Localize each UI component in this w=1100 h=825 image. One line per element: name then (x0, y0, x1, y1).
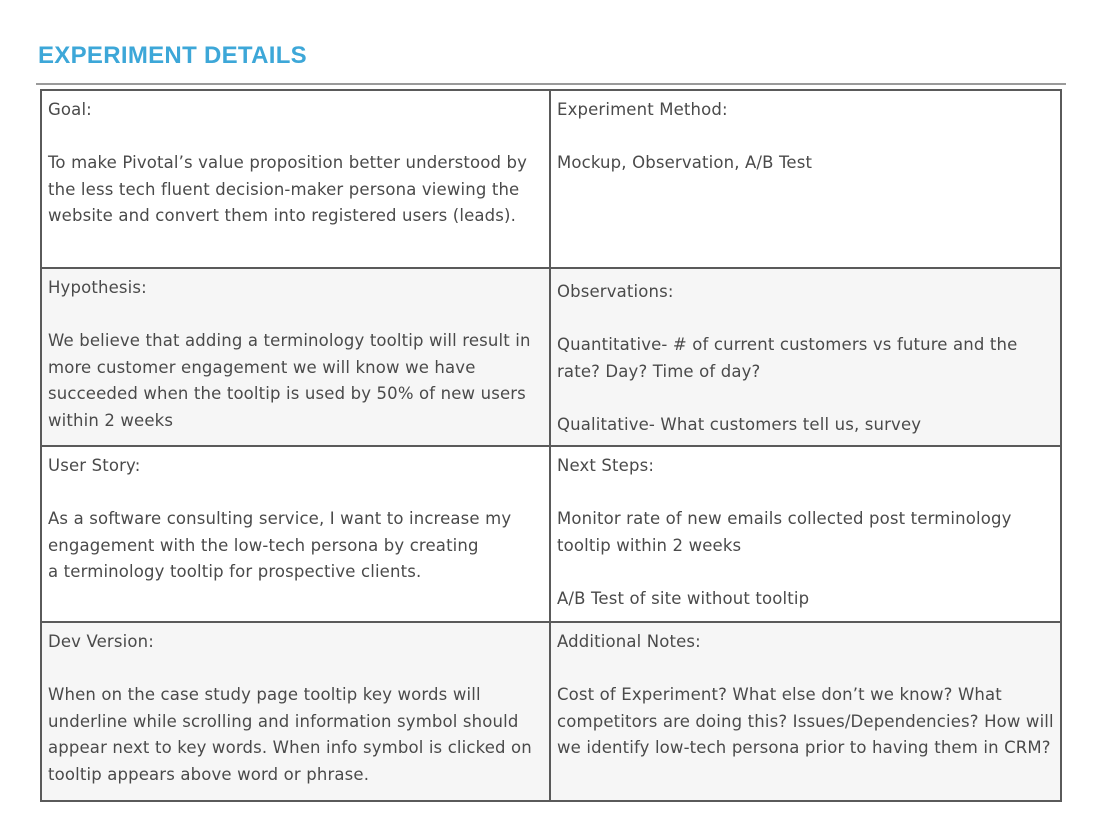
observations-quantitative: Quantitative- # of current customers vs future and the rate? Day? Time of day? (557, 335, 1018, 381)
additional-notes-cell (550, 622, 1061, 801)
experiment-details-table (40, 89, 1062, 802)
user-story-line-1: As a software consulting service, I want to increase my engagement with the low-tech persona by creating (48, 509, 512, 555)
user-story-cell (41, 446, 550, 622)
table-row (41, 268, 1061, 446)
next-steps-label: Next Steps: (557, 456, 655, 475)
user-story-text (48, 506, 549, 586)
user-story-line-2: a terminology tooltip for prospective clients. (48, 562, 422, 581)
goal-text: To make Pivotal’s value proposition better understood by the less tech fluent decision-maker persona viewing the website and convert them into registered users (leads). (48, 153, 528, 225)
table-row (41, 622, 1061, 801)
table-row (41, 90, 1061, 268)
hypothesis-text: We believe that adding a terminology tooltip will result in more customer engagement we will know we have succeeded when the tooltip is used by 50% of new users within 2 weeks (48, 331, 531, 430)
next-step-1: Monitor rate of new emails collected post terminology tooltip within 2 weeks (557, 509, 1012, 555)
observations-label: Observations: (557, 282, 674, 301)
observations-qualitative: Qualitative- What customers tell us, survey (557, 414, 922, 434)
method-cell (550, 90, 1061, 268)
next-steps-cell (550, 446, 1061, 622)
hypothesis-label: Hypothesis: (48, 278, 147, 297)
user-story-label: User Story: (48, 456, 141, 475)
dev-version-label: Dev Version: (48, 632, 154, 651)
page-title: EXPERIMENT DETAILS (38, 42, 307, 69)
dev-version-text: When on the case study page tooltip key words will underline while scrolling and information symbol should appear next to key words. When info symbol is clicked on tooltip appears above word or phrase. (48, 685, 532, 784)
method-label: Experiment Method: (557, 100, 728, 119)
next-step-2: A/B Test of site without tooltip (557, 588, 810, 608)
hypothesis-cell (41, 268, 550, 446)
table-row (41, 446, 1061, 622)
heading-divider (36, 83, 1066, 85)
goal-label: Goal: (48, 100, 92, 119)
dev-version-cell (41, 622, 550, 801)
goal-cell (41, 90, 550, 268)
method-text: Mockup, Observation, A/B Test (557, 153, 813, 172)
additional-notes-label: Additional Notes: (557, 632, 701, 651)
additional-notes-text: Cost of Experiment? What else don’t we know? What competitors are doing this? Issues/Dependencies? How will we identify low-tech persona prior to having them in CRM? (557, 685, 1054, 757)
observations-cell (550, 268, 1061, 446)
